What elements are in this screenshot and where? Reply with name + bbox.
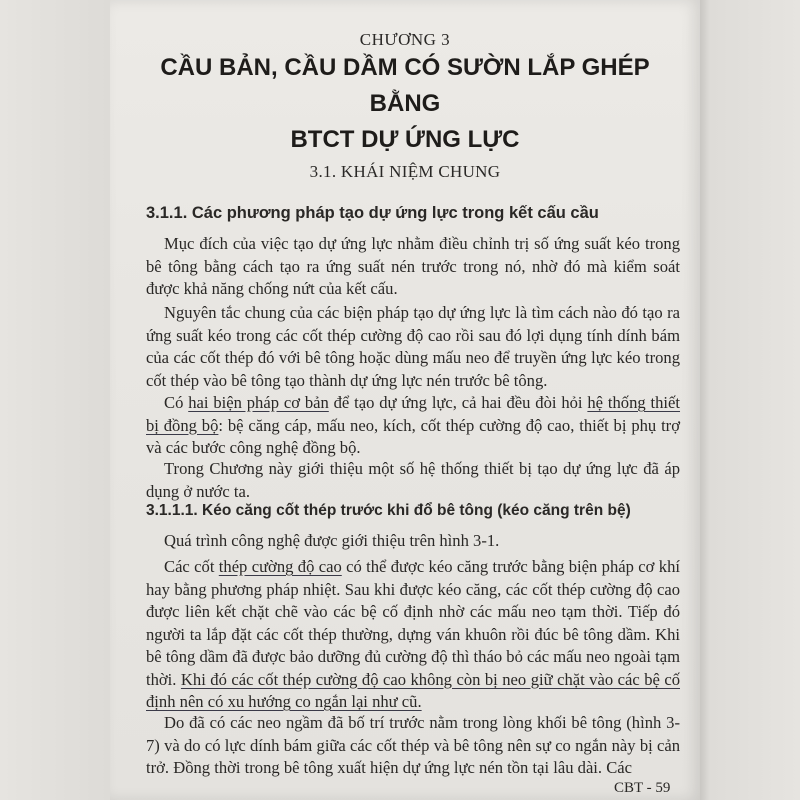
methods-text-c: : bệ căng cáp, mấu neo, kích, cốt thép cường độ cao, thiết bị phụ trợ và các bước công nghệ đồng bộ. (146, 415, 680, 457)
book-page (110, 0, 700, 800)
chapter-title (130, 50, 680, 158)
chapter-title-line-2: BTCT DỰ ỨNG LỰC (290, 126, 520, 153)
subsection-title: 3.1.1. Các phương pháp tạo dự ứng lực trong kết cấu cầu (146, 204, 599, 222)
chapter-number: CHƯƠNG 3 (359, 30, 451, 49)
underlined-two-methods: hai biện pháp cơ bản (188, 393, 329, 412)
paragraph-methods (146, 392, 680, 460)
underlined-equipment-system: hệ thống thiết bị đồng bộ (146, 393, 681, 435)
page-number: CBT - 59 (614, 780, 671, 796)
paragraph-process (146, 556, 680, 714)
paragraph-figure-ref: Quá trình công nghệ được giới thiệu trên hình 3-1. (164, 531, 500, 550)
methods-text-b: để tạo dự ứng lực, cả hai đều đòi hỏi (328, 393, 588, 412)
paragraph-purpose: Mục đích của việc tạo dự ứng lực nhằm điều chỉnh trị số ứng suất kéo trong bê tông bằng cách tạo ra ứng suất nén trước trong nó, nhờ đó mà kiểm soát được khả năng chống nứt của kết cấu. (146, 234, 680, 298)
paragraph-principle: Nguyên tắc chung của các biện pháp tạo dự ứng lực là tìm cách nào đó tạo ra ứng suất kéo trong các cốt thép cường độ cao rồi sau đó lợi dụng tính dính bám của các cốt thép đó với bê tông hoặc dùng mấu neo để truyền ứng lực kéo trong cốt thép vào bê tông tạo thành dự ứng lực nén trước bê tông. (146, 303, 680, 390)
process-text-b: có thể được kéo căng trước bằng biện pháp cơ khí hay bằng phương pháp nhiệt. Sau khi được kéo căng, các cốt thép cường độ cao được liên kết chặt chẽ vào các bệ cố định nhờ các mấu neo tạm thời. Tiếp đó người ta lắp đặt các cốt thép thường, dựng ván khuôn rồi đúc bê tông dầm. Khi bê tông dầm đã được bảo dưỡng đủ cường độ thì tháo bỏ các mấu neo ngoài tạm thời. (146, 557, 680, 689)
paragraph-result: Do đã có các neo ngầm đã bố trí trước nằm trong lòng khối bê tông (hình 3-7) và do có lực dính bám giữa các cốt thép và bê tông nên sự co ngắn này bị cản trở. Đồng thời trong bê tông xuất hiện dự ứng lực nén tồn tại lâu dài. Các (146, 713, 680, 777)
paragraph-chapter-intro: Trong Chương này giới thiệu một số hệ thống thiết bị tạo dự ứng lực đã áp dụng ở nước ta. (146, 459, 680, 501)
book-fore-edge (700, 0, 800, 800)
subsubsection-title: 3.1.1.1. Kéo căng cốt thép trước khi đổ bê tông (kéo căng trên bệ) (146, 502, 631, 519)
methods-text-a: Có (164, 393, 189, 412)
section-title: 3.1. KHÁI NIỆM CHUNG (309, 162, 501, 181)
underlined-release-sentence: Khi đó các cốt thép cường độ cao không còn bị neo giữ chặt vào các bệ cố định nên có xu hướng co ngắn lại như cũ. (146, 669, 680, 711)
chapter-title-line-1: CẦU BẢN, CẦU DẦM CÓ SƯỜN LẮP GHÉP BẰNG (160, 54, 650, 117)
underlined-high-strength-steel: thép cường độ cao (218, 557, 342, 576)
process-text-a: Các cốt (164, 557, 219, 576)
